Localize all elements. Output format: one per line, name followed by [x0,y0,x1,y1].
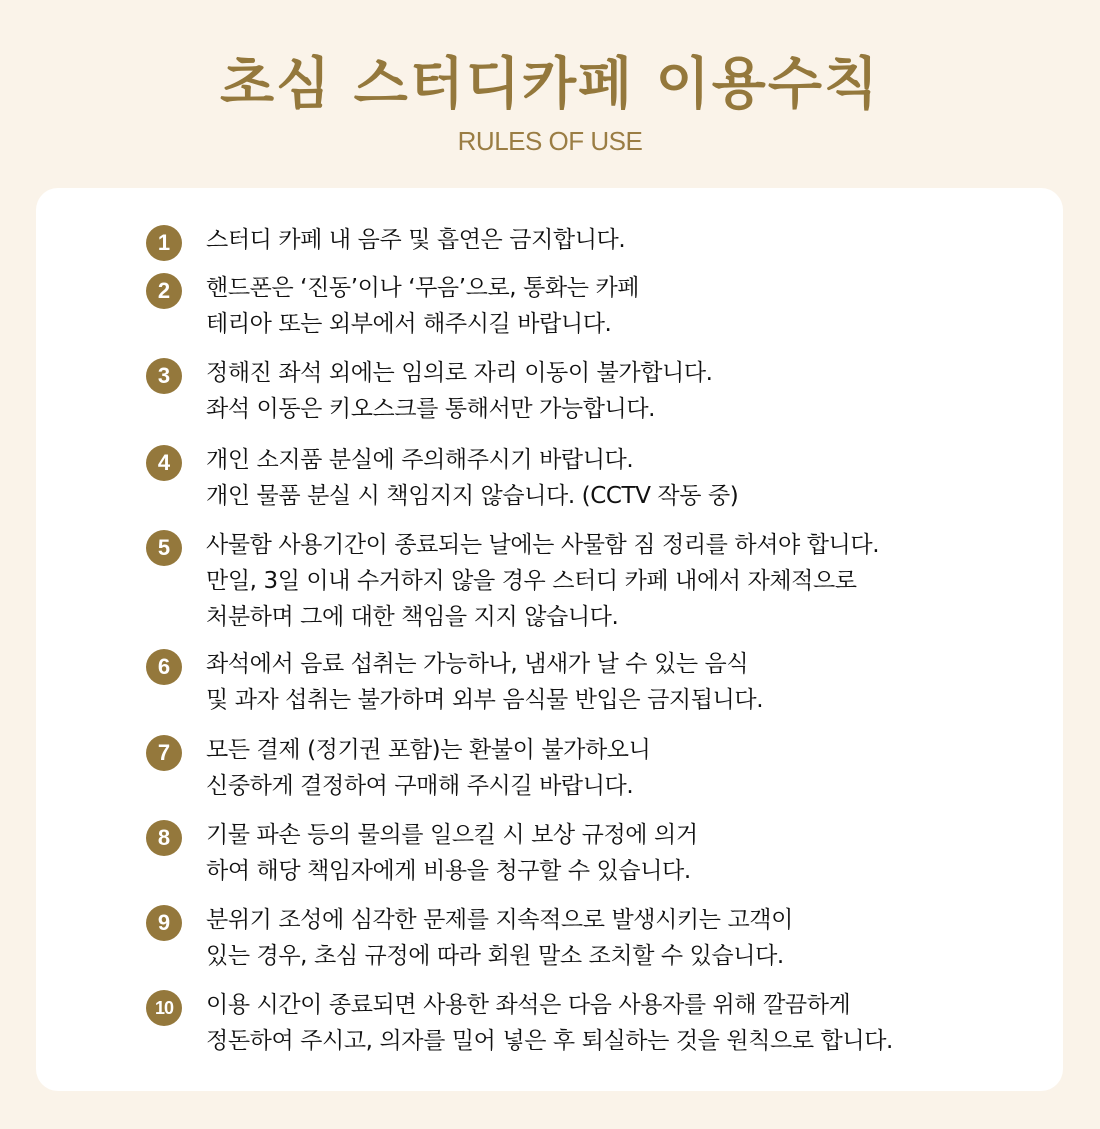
rule-text-line: 있는 경우, 초심 규정에 따라 회원 말소 조치할 수 있습니다. [206,943,784,969]
rule-text-line: 사물함 사용기간이 종료되는 날에는 사물함 짐 정리를 하셔야 합니다. [206,532,880,558]
rule-number-badge: 9 [146,905,182,941]
rule-text-line: 개인 소지품 분실에 주의해주시기 바랍니다. [206,447,634,473]
rule-number-badge: 5 [146,530,182,566]
rule-text-line: 좌석 이동은 키오스크를 통해서만 가능합니다. [206,396,656,422]
rule-text-line: 및 과자 섭취는 불가하며 외부 음식물 반입은 금지됩니다. [206,687,764,713]
rule-text-line: 핸드폰은 ‘진동’이나 ‘무음’으로, 통화는 카페 [206,275,640,301]
rule-text-line: 모든 결제 (정기권 포함)는 환불이 불가하오니 [206,737,651,763]
rule-text-line: 개인 물품 분실 시 책임지지 않습니다. (CCTV 작동 중) [206,483,739,509]
rule-number-badge: 6 [146,649,182,685]
rule-text-line: 좌석에서 음료 섭취는 가능하나, 냄새가 날 수 있는 음식 [206,651,749,677]
rule-number-badge: 3 [146,358,182,394]
rule-text-line: 정해진 좌석 외에는 임의로 자리 이동이 불가합니다. [206,360,713,386]
rule-number-badge: 4 [146,445,182,481]
rule-text-line: 테리아 또는 외부에서 해주시길 바랍니다. [206,311,612,337]
rule-number-badge: 1 [146,225,182,261]
rule-text-line: 신중하게 결정하여 구매해 주시길 바랍니다. [206,773,634,799]
rule-number-badge: 2 [146,273,182,309]
rule-text-line: 분위기 조성에 심각한 문제를 지속적으로 발생시키는 고객이 [206,907,793,933]
rule-text-line: 기물 파손 등의 물의를 일으킬 시 보상 규정에 의거 [206,822,698,848]
rule-number-badge: 10 [146,990,182,1026]
rule-text-line: 만일, 3일 이내 수거하지 않을 경우 스터디 카페 내에서 자체적으로 [206,568,857,594]
page-subtitle: RULES OF USE [457,126,643,156]
rule-text-line: 정돈하여 주시고, 의자를 밀어 넣은 후 퇴실하는 것을 원칙으로 합니다. [206,1028,893,1054]
rules-card [36,188,1063,1091]
rule-number-badge: 7 [146,735,182,771]
rule-text-line: 하여 해당 책임자에게 비용을 청구할 수 있습니다. [206,858,691,884]
rule-number-badge: 8 [146,820,182,856]
rule-text-line: 이용 시간이 종료되면 사용한 좌석은 다음 사용자를 위해 깔끔하게 [206,992,851,1018]
rule-text-line: 스터디 카페 내 음주 및 흡연은 금지합니다. [206,227,626,253]
page-title: 초심 스터디카페 이용수칙 [219,52,881,117]
rule-text-line: 처분하며 그에 대한 책임을 지지 않습니다. [206,604,619,630]
